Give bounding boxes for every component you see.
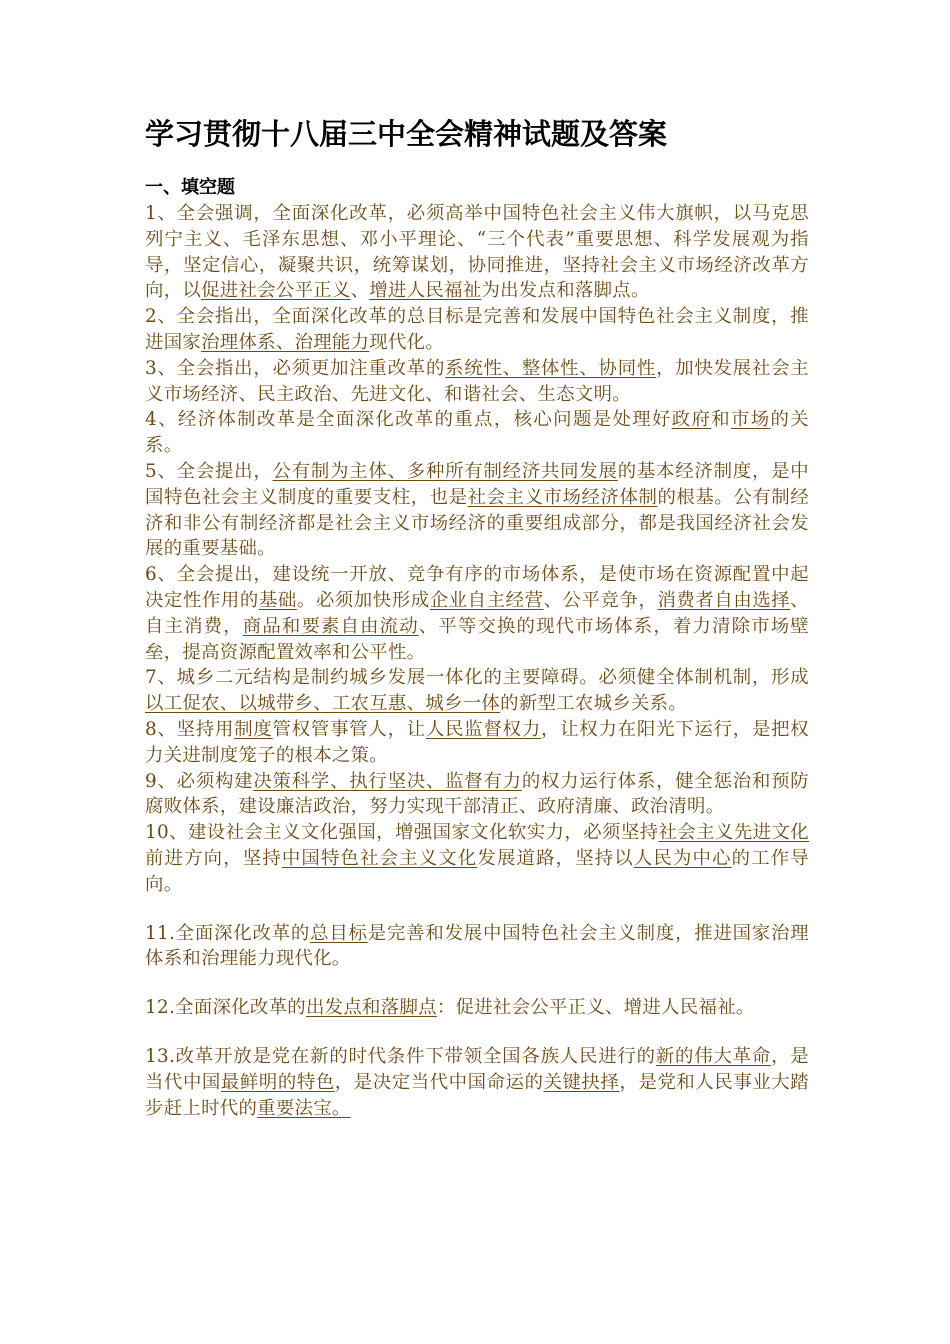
question-text: 的根基。公有制经济和非公有制经济都是社会主义市场经济的重要组成部分，都是我国经济社会发展的重要基础。 bbox=[145, 486, 809, 560]
answer-blank: 增进人民福祉 bbox=[369, 280, 482, 302]
question-text: 、 bbox=[350, 280, 370, 302]
answer-blank: 最鲜明的特色 bbox=[220, 1071, 335, 1093]
question-text: 5、全会提出， bbox=[145, 460, 273, 482]
question-text: 。必须加快形成 bbox=[296, 589, 430, 611]
question-text: ，是当代中国 bbox=[145, 1045, 809, 1093]
document-title: 学习贯彻十八届三中全会精神试题及答案 bbox=[145, 117, 668, 151]
question-text: ，是决定当代中国命运的 bbox=[334, 1071, 544, 1093]
question-text: ：促进社会公平正义、增进人民福祉。 bbox=[436, 997, 755, 1019]
answer-blank: 人民为中心 bbox=[633, 847, 732, 869]
question-text: 和 bbox=[711, 409, 732, 431]
question-text: 前进方向，坚持 bbox=[145, 847, 282, 869]
question-item bbox=[145, 1044, 809, 1121]
question-text: ，加快发展社会主义市场经济、民主政治、先进文化、和谐社会、生态文明。 bbox=[145, 357, 809, 405]
question-item bbox=[145, 995, 809, 1021]
question-item bbox=[145, 201, 809, 304]
question-item bbox=[145, 356, 809, 408]
question-text: 是完善和发展中国特色社会主义制度，推进国家治理体系和治理能力现代化。 bbox=[145, 922, 809, 970]
question-item bbox=[145, 921, 809, 973]
question-item bbox=[145, 820, 809, 897]
answer-blank: 总目标 bbox=[310, 922, 368, 944]
question-item bbox=[145, 304, 809, 356]
question-text: 1、全会强调，全面深化改革，必须高举中国特色社会主义伟大旗帜，以马克思列宁主义、毛泽东思想、邓小平理论、“三个代表”重要思想、科学发展观为指导，坚定信心，凝聚共识，统筹谋划，协同推进，坚持社会主义市场经济改革方向，以 bbox=[145, 203, 809, 302]
answer-blank: 社会主义市场经济体制 bbox=[467, 486, 658, 508]
question-item bbox=[145, 407, 809, 459]
answer-blank: 中国特色社会主义文化 bbox=[281, 847, 478, 869]
question-text: 为出发点和落脚点。 bbox=[481, 280, 650, 302]
question-text: 的关系。 bbox=[145, 409, 809, 457]
question-text: 、平等交换的现代市场体系，着力清除市场壁垒，提高资源配置效率和公平性。 bbox=[145, 615, 809, 663]
answer-blank: 市场 bbox=[731, 409, 771, 431]
question-text: 的基本经济制度，是中国特色社会主义制度的重要支柱，也是 bbox=[145, 460, 809, 508]
question-text: 12.全面深化改革的 bbox=[145, 997, 306, 1019]
question-text: 7、城乡二元结构是制约城乡发展一体化的主要障碍。必须健全体制机制，形成 bbox=[145, 667, 809, 689]
answer-blank: 政府 bbox=[671, 409, 712, 431]
answer-blank: 企业自主经营 bbox=[429, 589, 544, 611]
answer-blank: 消费者自由选择 bbox=[657, 589, 791, 611]
question-text: 管权管事管人，让 bbox=[272, 718, 426, 740]
question-text: 11.全面深化改革的 bbox=[145, 922, 311, 944]
question-text: 的新型工农城乡关系。 bbox=[500, 693, 688, 715]
answer-blank: 基础 bbox=[258, 589, 297, 611]
answer-blank: 新的伟大革命 bbox=[655, 1045, 772, 1067]
question-text: ，是党和人民事业大踏步赶上时代的 bbox=[145, 1071, 809, 1119]
answer-blank: 治理体系、治理能力 bbox=[201, 331, 370, 353]
question-text: 现代化。 bbox=[369, 331, 445, 353]
question-text: 4、经济体制改革是全面深化改革的重点，核心问题是处理好 bbox=[145, 409, 672, 431]
answer-blank: 决策科学、执行坚决、监督有力 bbox=[253, 770, 522, 792]
question-text: 2、全会指出，全面深化改革的总目标是完善和发展中国特色社会主义制度，推进国家 bbox=[145, 306, 809, 353]
question-text: 9、必须构建 bbox=[145, 770, 254, 792]
answer-blank: 促进社会公平正义 bbox=[201, 280, 351, 302]
question-item bbox=[145, 717, 809, 769]
question-item bbox=[145, 665, 809, 717]
question-text: 、公平竞争， bbox=[543, 589, 658, 611]
answer-blank: 出发点和落脚点 bbox=[305, 997, 437, 1019]
question-text: 3、全会指出，必须更加注重改革的 bbox=[145, 357, 446, 379]
answer-blank: 关键抉择 bbox=[543, 1071, 620, 1093]
question-item bbox=[145, 459, 809, 562]
answer-blank: 制度 bbox=[234, 718, 273, 740]
question-text: 发展道路，坚持以 bbox=[477, 847, 634, 869]
question-text: 13.改革开放是党在新的时代条件下带领全国各族人民进行的 bbox=[145, 1045, 656, 1067]
answer-blank: 人民监督权力 bbox=[425, 718, 542, 740]
question-text: 的工作导向。 bbox=[145, 847, 809, 895]
question-text: 10、建设社会主义文化强国，增强国家文化软实力，必须坚持 bbox=[145, 822, 659, 844]
section-heading: 一、填空题 bbox=[145, 177, 235, 198]
answer-blank: 系统性、整体性、协同性 bbox=[445, 357, 657, 379]
answer-blank: 以工促农、以城带乡、工农互惠、城乡一体 bbox=[145, 693, 501, 715]
answer-blank: 公有制为主体、多种所有制经济共同发展 bbox=[272, 460, 618, 482]
question-text: ，让权力在阳光下运行，是把权力关进制度笼子的根本之策。 bbox=[145, 718, 809, 766]
answer-blank: 重要法宝。 bbox=[257, 1097, 351, 1119]
question-item bbox=[145, 562, 809, 665]
question-text: 8、坚持用 bbox=[145, 718, 235, 740]
question-list bbox=[145, 201, 809, 1121]
question-item bbox=[145, 769, 809, 821]
question-text: 、自主消费， bbox=[145, 589, 809, 637]
answer-blank: 社会主义先进文化 bbox=[658, 822, 809, 844]
question-text: 的权力运行体系，健全惩治和预防腐败体系，建设廉洁政治，努力实现干部清正、政府清廉、政治清明。 bbox=[145, 770, 809, 818]
question-text: 6、全会提出，建设统一开放、竞争有序的市场体系，是使市场在资源配置中起决定性作用的 bbox=[145, 564, 809, 611]
answer-blank: 商品和要素自由流动 bbox=[242, 615, 419, 637]
